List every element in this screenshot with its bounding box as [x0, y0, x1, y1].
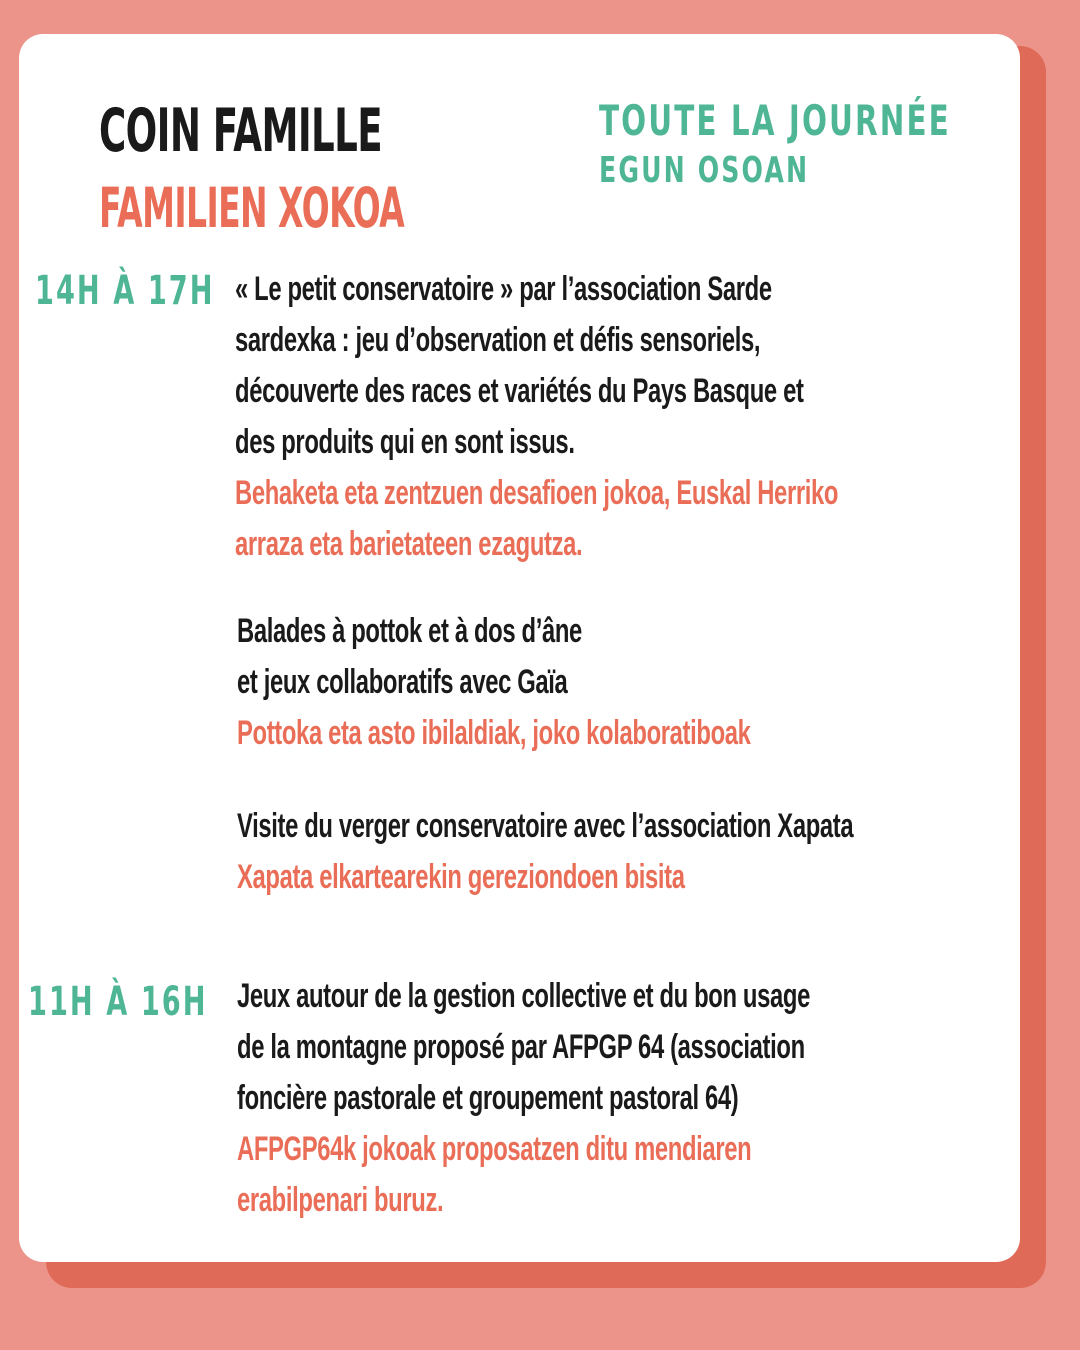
activity-1-fr-line: des produits qui en sont issus.	[235, 423, 575, 461]
activity-4-eu-line: AFPGP64k jokoak proposatzen ditu mendiaren	[237, 1130, 752, 1168]
activity-1-eu-line: Behaketa eta zentzuen desafioen jokoa, Euskal Herriko	[235, 474, 839, 512]
activity-4-fr-line: foncière pastorale et groupement pastoral 64)	[237, 1079, 739, 1117]
activity-2-fr-line: Balades à pottok et à dos d’âne	[237, 612, 582, 650]
activity-3	[237, 801, 1080, 903]
activity-2	[237, 606, 971, 759]
time-slot-1: 14H À 17H	[35, 268, 215, 314]
program-card	[19, 34, 1020, 1262]
activity-1-eu-line: arraza eta barietateen ezagutza.	[235, 525, 583, 563]
activity-3-fr-line: Visite du verger conservatoire avec l’association Xapata	[237, 807, 854, 845]
section-title-fr: COIN FAMILLE	[99, 96, 383, 166]
activity-1-fr-line: sardexka : jeu d’observation et défis sensoriels,	[235, 321, 761, 359]
time-slot-2: 11H À 16H	[28, 979, 208, 1025]
activity-3-eu-line: Xapata elkartearekin gereziondoen bisita	[237, 858, 685, 896]
activity-4-fr-line: Jeux autour de la gestion collective et du bon usage	[237, 977, 810, 1015]
all-day-label-fr: TOUTE LA JOURNÉE	[599, 96, 951, 145]
activity-4-fr-line: de la montagne proposé par AFPGP 64 (association	[237, 1028, 805, 1066]
section-title-eu: FAMILIEN XOKOA	[99, 176, 405, 240]
activity-2-fr-line: et jeux collaboratifs avec Gaïa	[237, 663, 568, 701]
activity-4-eu-line: erabilpenari buruz.	[237, 1181, 444, 1219]
activity-1-fr-line: découverte des races et variétés du Pays Basque et	[235, 372, 804, 410]
activity-4	[237, 971, 1056, 1226]
activity-2-eu-line: Pottoka eta asto ibilaldiak, joko kolaboratiboak	[237, 714, 751, 752]
activity-1-fr-line: « Le petit conservatoire » par l’association Sarde	[235, 270, 772, 308]
activity-1	[235, 264, 1080, 570]
all-day-label-eu: EGUN OSOAN	[599, 150, 810, 191]
